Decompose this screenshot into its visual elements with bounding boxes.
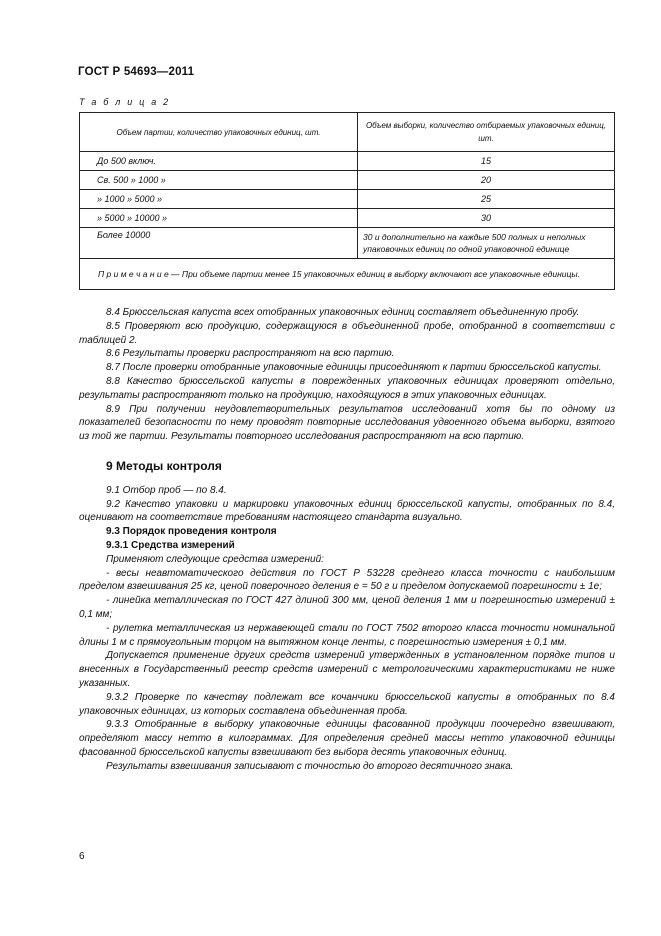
- paragraph-8-9: 8.9 При получении неудовлетворительных результатов исследований хотя бы по одному из показателей безопасности по нему проводят повторные исследования удвоенного объема выборки, взятого из той же партии. Результаты повторного исследования распространяют на всю партию.: [79, 403, 615, 443]
- list-item-ruler: - линейка металлическая по ГОСТ 427 длиной 300 мм, ценой деления 1 мм и погрешностью измерений ± 0,1 мм;: [79, 595, 615, 620]
- table-row: [80, 171, 615, 190]
- list-item-scales: - весы неавтоматического действия по ГОСТ Р 53228 среднего класса точности с наибольшим пределом взвешивания 25 кг, ценой поверочного деления е = 50 г и пределом допускаемой погрешности ± 1е;: [79, 567, 615, 593]
- table-row: [80, 228, 615, 259]
- paragraph-8-4: 8.4 Брюссельская капуста всех отобранных упаковочных единиц составляет объединенную пробу.: [106, 307, 580, 318]
- page-number: 6: [79, 851, 85, 862]
- sample-size-table: [79, 112, 615, 290]
- table-cell-lot: » 5000 » 10000 »: [80, 209, 358, 228]
- list-item-tape: - рулетка металлическая из нержавеющей стали по ГОСТ 7502 второго класса точности номинальной длины 1 м с прямоугольным торцом на вытяжном конце ленты, с погрешностью измерения ± 0,1 мм.: [79, 622, 615, 648]
- paragraph-8-6: 8.6 Результаты проверки распространяют на всю партию.: [106, 348, 395, 360]
- paragraph-8-8: 8.8 Качество брюссельской капусты в поврежденных упаковочных единицах проверяют отдельно, результаты распространяют только на продукцию, находящуюся в этих упаковочных единицах.: [79, 375, 615, 401]
- paragraph-9-3-2: 9.3.2 Проверке по качеству подлежат все кочанчики брюссельской капусты в отобранных по 8.4 упаковочных единицах, из которых составлена объединенная проба.: [79, 691, 615, 717]
- table-col1-header: Объем партии, количество упаковочных единиц, шт.: [80, 113, 358, 152]
- table-cell-lot: » 1000 » 5000 »: [80, 190, 358, 209]
- table-cell-lot: Более 10000: [80, 228, 358, 259]
- table-note: П р и м е ч а н и е — При объеме партии менее 15 упаковочных единиц в выборку включают все упаковочные единицы.: [80, 259, 615, 290]
- paragraph-9-2: 9.2 Качество упаковки и маркировки упаковочных единиц брюссельской капусты, отобранных по 8.4, оценивают на соответствие требованиям настоящего стандарта визуально.: [79, 498, 615, 524]
- paragraph-9-3-3: 9.3.3 Отобранные в выборку упаковочные единицы фасованной продукции поочередно взвешивают, определяют массу нетто в килограммах. Для определения средней массы нетто упаковочной единицы фасованной брюссельской капусты взвешивают без выбора десять упаковочных единиц.: [79, 719, 615, 758]
- table-cell-lot: До 500 включ.: [80, 152, 358, 171]
- table-header-row: [80, 113, 615, 152]
- table-cell-sample: 30: [358, 209, 615, 228]
- table-cell-lot: Св. 500 » 1000 »: [80, 171, 358, 190]
- subheading-9-3-1: 9.3.1 Средства измерений: [106, 539, 235, 551]
- table-note-row: [80, 259, 615, 290]
- table-cell-sample: 15: [358, 152, 615, 171]
- paragraph-8-7: 8.7 После проверки отобранные упаковочные единицы присоединяют к партии брюссельской капусты.: [106, 362, 602, 374]
- document-header: ГОСТ Р 54693—2011: [78, 66, 195, 78]
- table-col2-header: Объем выборки, количество отбираемых упаковочных единиц, шт.: [358, 113, 615, 152]
- paragraph-9-1: 9.1 Отбор проб — по 8.4.: [106, 484, 227, 496]
- table-row: [80, 190, 615, 209]
- table-title: Т а б л и ц а 2: [79, 97, 171, 107]
- table-cell-sample: 20: [358, 171, 615, 190]
- table-row: [80, 209, 615, 228]
- table-cell-sample: 25: [358, 190, 615, 209]
- paragraph-apply: Применяют следующие средства измерений:: [106, 553, 324, 565]
- table-row: [80, 152, 615, 171]
- paragraph-results: Результаты взвешивания записывают с точностью до второго десятичного знака.: [106, 760, 514, 772]
- subheading-9-3: 9.3 Порядок проведения контроля: [106, 526, 277, 538]
- table-cell-sample: 30 и дополнительно на каждые 500 полных и неполных упаковочных единиц по одной упаковочной единице: [358, 228, 615, 259]
- document-body: [79, 306, 615, 774]
- paragraph-allow: Допускается применение других средств измерений утвержденных в установленном порядке типов и внесенных в Государственный реестр средств измерений с метрологическими характеристиками не ниже указанных.: [79, 650, 615, 689]
- paragraph-8-5: 8.5 Проверяют всю продукцию, содержащуюся в объединенной пробе, отобранной в соответствии с таблицей 2.: [79, 320, 615, 346]
- section-heading-9: 9 Методы контроля: [106, 458, 222, 473]
